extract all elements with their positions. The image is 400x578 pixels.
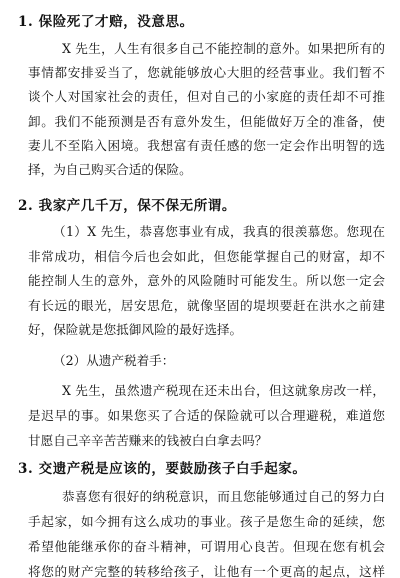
section-2-sub-heading: （2）从遗产税着手： bbox=[53, 353, 175, 368]
section-2-heading: 2. 我家产几千万，保不保无所谓。 bbox=[18, 198, 236, 214]
section-2b-line-3: 甘愿自己辛辛苦苦赚来的钱被白白拿去吗？ bbox=[28, 433, 268, 448]
section-1-heading: 1. 保险死了才赔，没意思。 bbox=[18, 14, 194, 30]
section-3-line-1: 恭喜您有很好的纳税意识，而且您能够通过自己的努力白 bbox=[62, 489, 385, 504]
section-3-line-4: 将您的财产完整的转移给孩子，让他有一个更高的起点，这样 bbox=[28, 564, 385, 578]
section-2-line-1: （1）X 先生，恭喜您事业有成，我真的很羡慕您。您现在 bbox=[53, 224, 385, 239]
section-2-line-4: 有长远的眼光，居安思危，就像坚固的堤坝要赶在洪水之前建 bbox=[28, 298, 385, 313]
section-2b-line-1: X 先生，虽然遗产税现在还未出台，但这就象房改一样， bbox=[62, 383, 385, 398]
section-1-line-4: 卸。我们不能预测是否有意外发生，但能做好万全的准备，使 bbox=[28, 114, 385, 129]
section-2b-line-2: 是迟早的事。如果您买了合适的保险就可以合理避税，难道您 bbox=[28, 408, 385, 423]
section-1-line-5: 妻儿不至陷入困境。我想富有责任感的您一定会作出明智的选 bbox=[28, 138, 385, 153]
section-3-heading: 3. 交遗产税是应该的，要鼓励孩子白手起家。 bbox=[18, 461, 307, 477]
section-1-line-2: 事情都安排妥当了，您就能够放心大胆的经营事业。我们暂不 bbox=[28, 65, 385, 80]
section-3-line-2: 手起家，如今拥有这么成功的事业。孩子是您生命的延续，您 bbox=[28, 514, 385, 529]
section-2-line-3: 能控制人生的意外，意外的风险随时可能发生。所以您一定会 bbox=[28, 273, 385, 288]
section-1-line-6: 择，为自己购买合适的保险。 bbox=[28, 162, 192, 177]
section-1-line-3: 谈个人对国家社会的责任，但对自己的小家庭的责任却不可推 bbox=[28, 89, 385, 104]
section-3-line-3: 希望他能继承你的奋斗精神，可谓用心良苦。但现在您有机会 bbox=[28, 539, 385, 554]
section-1-line-1: X 先生，人生有很多自己不能控制的意外。如果把所有的 bbox=[62, 41, 385, 56]
section-2-line-5: 好，保险就是您抵御风险的最好选择。 bbox=[28, 322, 243, 337]
section-2-line-2: 非常成功，相信今后也会如此，但您能掌握自己的财富，却不 bbox=[28, 249, 385, 264]
